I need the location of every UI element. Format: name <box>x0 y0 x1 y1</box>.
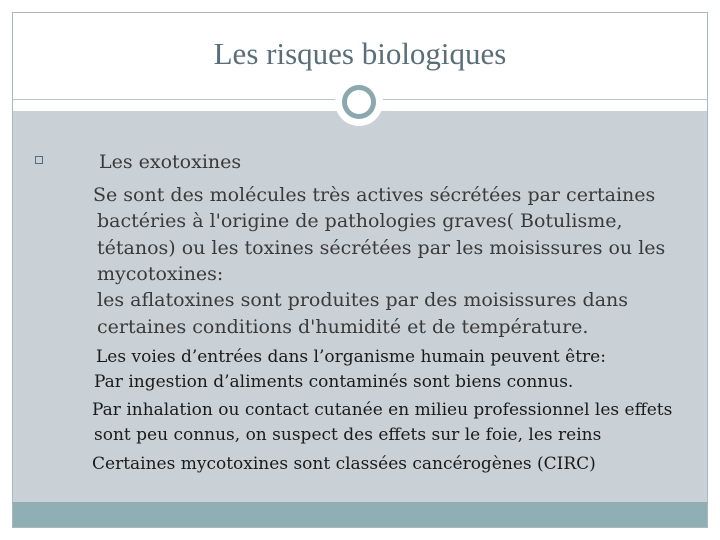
paragraph-line: Se sont des molécules très actives sécrétées par certaines <box>93 184 656 206</box>
paragraph-line: les aflatoxines sont produites par des moisissures dans <box>97 289 629 311</box>
slide-title: Les risques biologiques <box>213 36 507 71</box>
paragraph-line: Certaines mycotoxines sont classées cancérogènes (CIRC) <box>92 454 596 474</box>
paragraph-line: mycotoxines: <box>97 263 224 285</box>
paragraph-line: bactéries à l'origine de pathologies graves( Botulisme, <box>97 210 623 232</box>
circle-ornament-icon <box>335 78 383 126</box>
paragraph-line: tétanos) ou les toxines sécrétées par les moisissures ou les <box>97 237 666 259</box>
square-bullet-icon <box>35 156 43 164</box>
paragraph-line: Par inhalation ou contact cutanée en milieu professionnel les effets <box>92 400 673 420</box>
bullet-heading: Les exotoxines <box>99 151 242 173</box>
footer-bar <box>13 502 707 527</box>
paragraph-line: certaines conditions d'humidité et de température. <box>97 316 589 338</box>
paragraph-line: sont peu connus, on suspect des effets sur le foie, les reins <box>94 425 602 445</box>
paragraph-line: Les voies d’entrées dans l’organisme humain peuvent être: <box>96 347 606 367</box>
paragraph-line: Par ingestion d’aliments contaminés sont biens connus. <box>94 372 574 392</box>
